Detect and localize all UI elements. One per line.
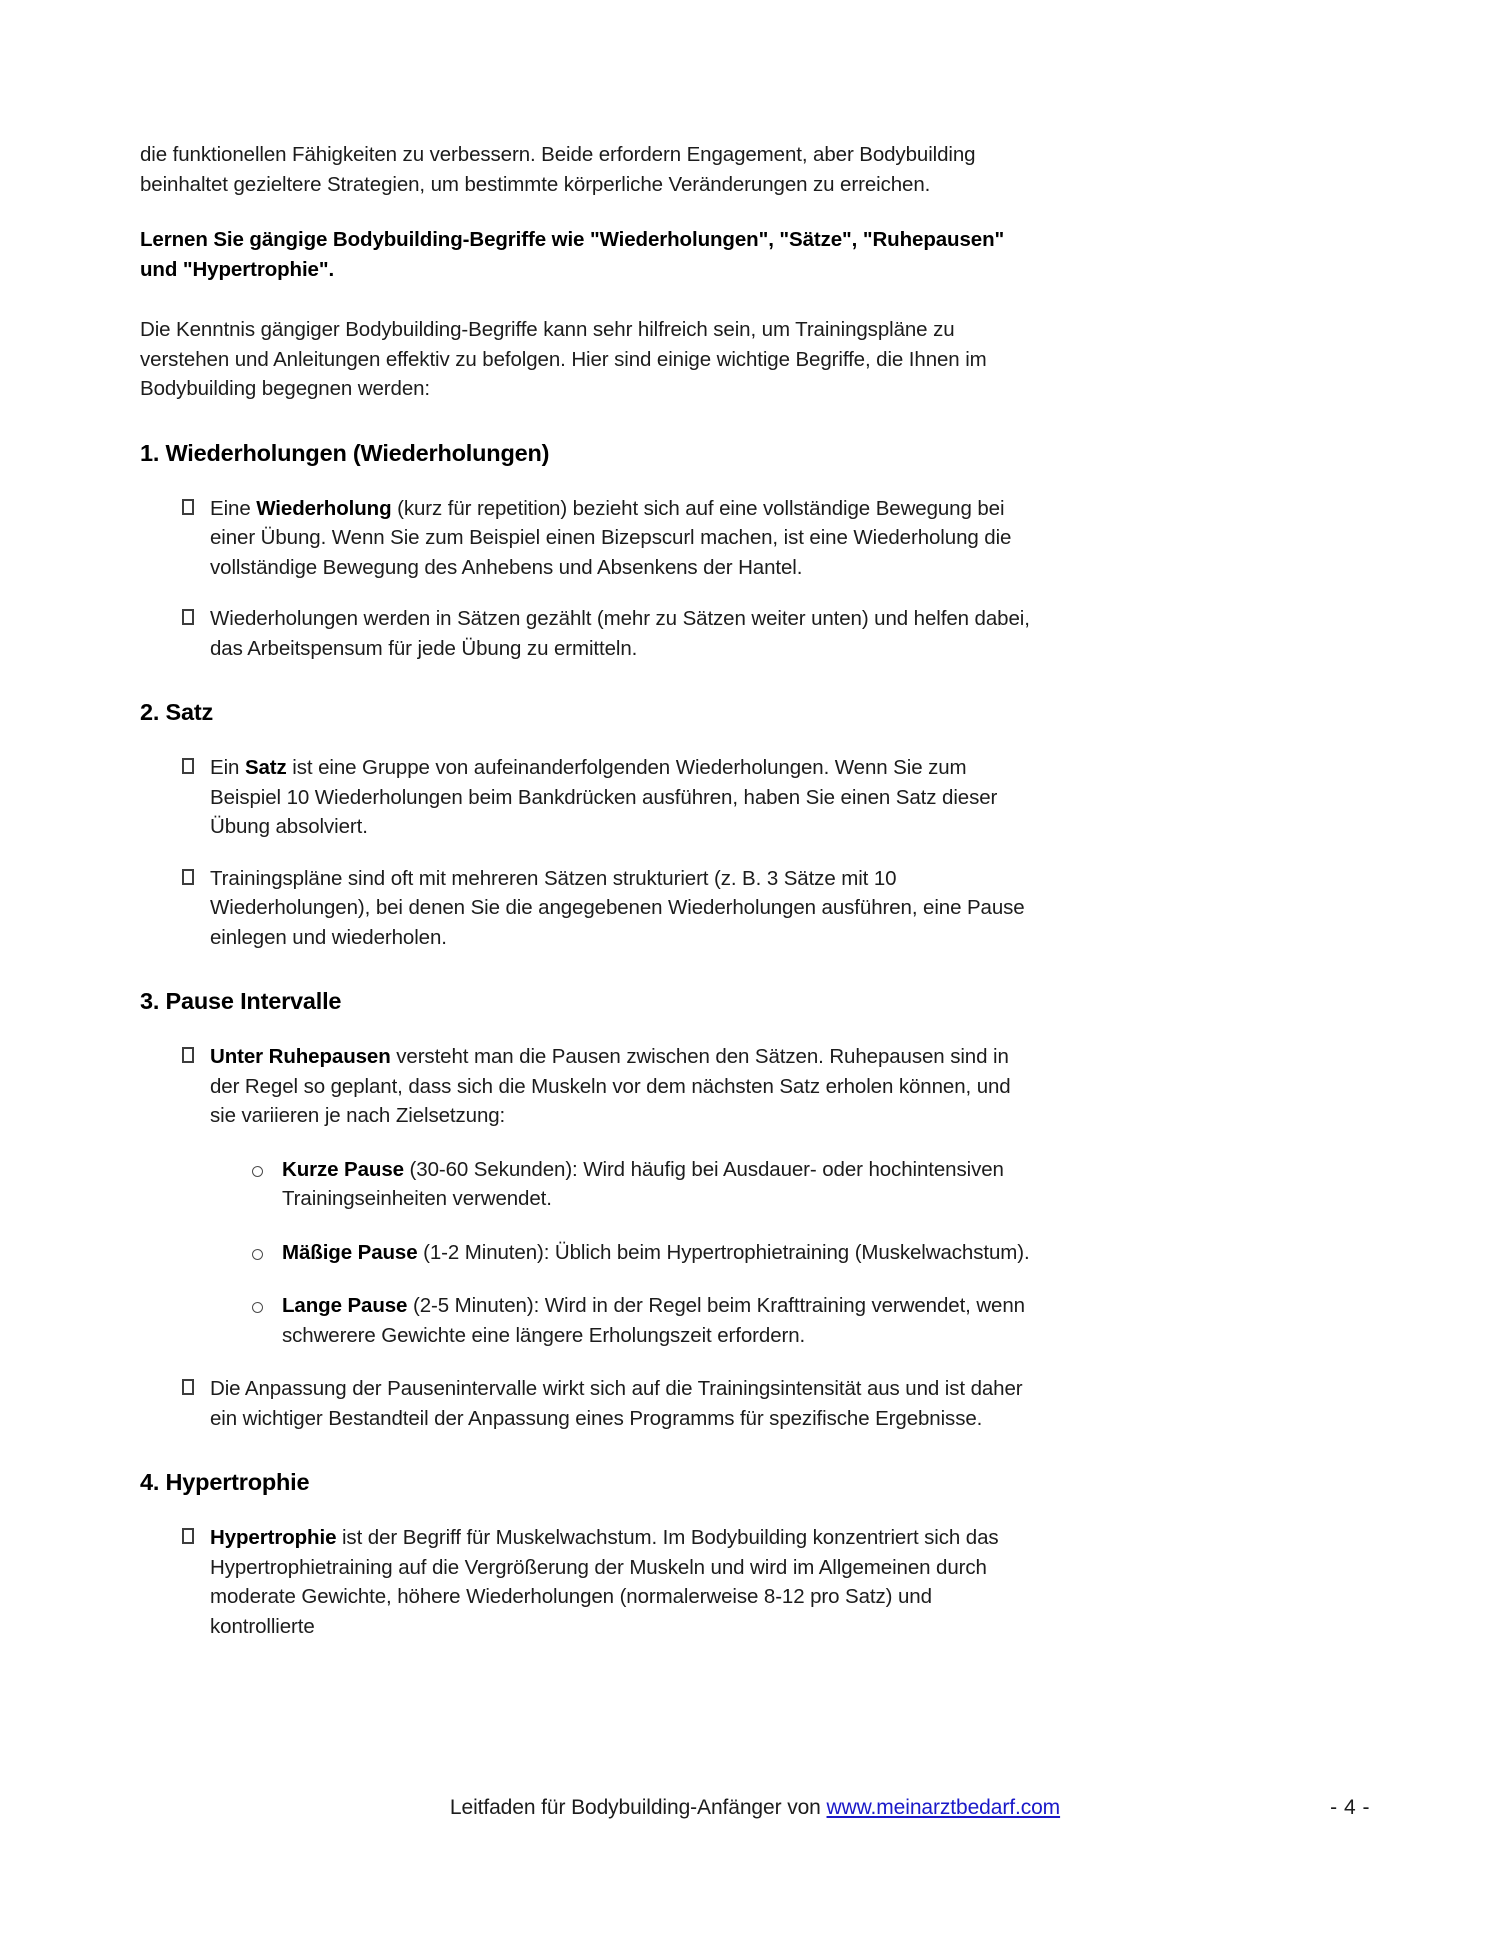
list-item bbox=[140, 1042, 1040, 1350]
square-bullet-icon bbox=[182, 1528, 194, 1544]
section-heading-4: 4. Hypertrophie bbox=[140, 1469, 310, 1495]
bullet-text-rest: ist der Begriff für Muskelwachstum. Im Bodybuilding konzentriert sich das Hypertrophietraining auf die Vergrößerung der Muskeln und wird im Allgemeinen durch moderate Gewichte, höhere Wiederholungen (normalerweise 8-12 pro Satz) und kontrollierte bbox=[210, 1526, 999, 1638]
footer-website-link[interactable]: www.meinarztbedarf.com bbox=[826, 1796, 1061, 1819]
square-bullet-icon bbox=[182, 609, 194, 625]
square-bullet-icon bbox=[182, 1379, 194, 1395]
list-item bbox=[140, 753, 1040, 842]
bullet-text-rest: Wiederholungen werden in Sätzen gezählt (mehr zu Sätzen weiter unten) und helfen dabei, das Arbeitspensum für jede Übung zu ermitteln. bbox=[210, 607, 1030, 660]
list-item bbox=[140, 864, 1040, 953]
bullet-text-bold: Wiederholung bbox=[256, 496, 392, 520]
list-item bbox=[210, 1291, 1040, 1350]
sub-bullet-bold: Lange Pause bbox=[282, 1294, 408, 1317]
footer-label: Leitfaden für Bodybuilding-Anfänger von bbox=[449, 1796, 827, 1819]
list-item bbox=[140, 1523, 1040, 1641]
square-bullet-icon bbox=[182, 758, 194, 774]
section-heading-3: 3. Pause Intervalle bbox=[140, 988, 342, 1014]
section-bold-heading: Lernen Sie gängige Bodybuilding-Begriffe wie "Wiederholungen", "Sätze", "Ruhepausen" und "Hypertrophie". bbox=[140, 228, 1005, 281]
square-bullet-icon bbox=[182, 499, 194, 515]
square-bullet-icon bbox=[182, 1047, 194, 1063]
bullet-text-bold: Satz bbox=[244, 756, 287, 779]
page-number: - 4 - bbox=[1330, 1796, 1370, 1819]
bullet-text-bold: Hypertrophie bbox=[210, 1526, 337, 1549]
bullet-text-lead: Ein bbox=[210, 756, 245, 779]
list-item bbox=[210, 1155, 1040, 1214]
bullet-list-1 bbox=[140, 494, 1040, 664]
section-heading-2: 2. Satz bbox=[140, 699, 214, 725]
sub-bullet-bold: Kurze Pause bbox=[282, 1157, 404, 1181]
list-item bbox=[140, 604, 1040, 663]
section-heading-1: 1. Wiederholungen (Wiederholungen) bbox=[140, 439, 550, 466]
intro-paragraph: die funktionellen Fähigkeiten zu verbessern. Beide erfordern Engagement, aber Bodybuilding beinhaltet gezieltere Strategien, um bestimmte körperliche Veränderungen zu erreichen. bbox=[140, 143, 976, 196]
sub-bullet-rest: (1-2 Minuten): Üblich beim Hypertrophietraining (Muskelwachstum). bbox=[417, 1240, 1030, 1264]
bullet-text-rest: versteht man die Pausen zwischen den Sätzen. Ruhepausen sind in der Regel so geplant, dass sich die Muskeln vor dem nächsten Satz erholen können, und sie variieren je nach Zielsetzung: bbox=[210, 1045, 1011, 1127]
bullet-text-rest: ist eine Gruppe von aufeinanderfolgenden Wiederholungen. Wenn Sie zum Beispiel 10 Wiederholungen beim Bankdrücken ausführen, haben Sie einen Satz dieser Übung absolviert. bbox=[210, 756, 998, 838]
sub-bullet-rest: (30-60 Sekunden): Wird häufig bei Ausdauer- oder hochintensiven Trainingseinheiten verwendet. bbox=[282, 1157, 1004, 1210]
bullet-list-3 bbox=[140, 1042, 1040, 1433]
circle-bullet-icon bbox=[252, 1302, 263, 1313]
sub-bullet-rest: (2-5 Minuten): Wird in der Regel beim Krafttraining verwendet, wenn schwerere Gewichte eine längere Erholungszeit erfordern. bbox=[282, 1294, 1025, 1347]
square-bullet-icon bbox=[182, 869, 194, 885]
bullet-text-lead: Eine bbox=[210, 496, 257, 520]
sub-bullet-bold: Mäßige Pause bbox=[282, 1240, 418, 1264]
bullet-text-rest: (kurz für repetition) bezieht sich auf eine vollständige Bewegung bei einer Übung. Wenn Sie zum Beispiel einen Bizepscurl machen, ist eine Wiederholung die vollständige Bewegung des Anhebens und Absenkens der Hantel. bbox=[210, 496, 1012, 579]
list-item bbox=[210, 1238, 1040, 1268]
bullet-text-rest: Trainingspläne sind oft mit mehreren Sätzen strukturiert (z. B. 3 Sätze mit 10 Wiederholungen), bei denen Sie die angegebenen Wiederholungen ausführen, eine Pause einlegen und wiederholen. bbox=[210, 866, 1025, 949]
list-item bbox=[140, 1374, 1040, 1433]
sub-bullet-list-3 bbox=[210, 1155, 1040, 1351]
bullet-list-4 bbox=[140, 1523, 1040, 1641]
list-item bbox=[140, 494, 1040, 583]
bullet-list-2 bbox=[140, 753, 1040, 952]
circle-bullet-icon bbox=[252, 1249, 263, 1260]
circle-bullet-icon bbox=[252, 1166, 263, 1177]
lead-paragraph: Die Kenntnis gängiger Bodybuilding-Begriffe kann sehr hilfreich sein, um Trainingspläne zu verstehen und Anleitungen effektiv zu befolgen. Hier sind einige wichtige Begriffe, die Ihnen im Bodybuilding begegnen werden: bbox=[140, 318, 987, 400]
footer-text bbox=[140, 1793, 1370, 1823]
bullet-text-rest: Die Anpassung der Pausenintervalle wirkt sich auf die Trainingsintensität aus und ist daher ein wichtiger Bestandteil der Anpassung eines Programms für spezifische Ergebnisse. bbox=[210, 1377, 1023, 1430]
page-footer bbox=[140, 1793, 1370, 1823]
page-content bbox=[140, 140, 1040, 1663]
bullet-text-bold: Unter Ruhepausen bbox=[210, 1045, 391, 1068]
